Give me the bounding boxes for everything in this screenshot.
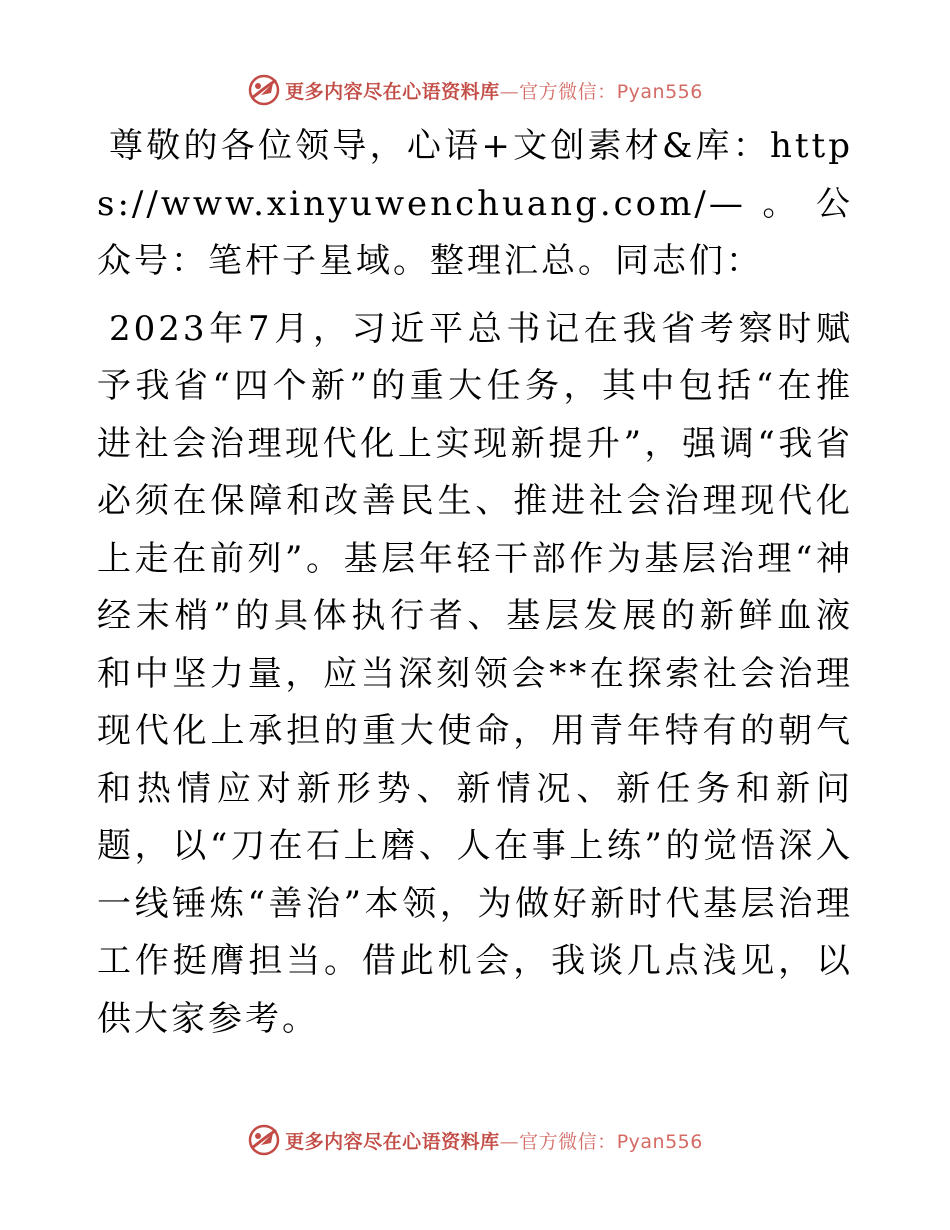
footer-banner	[0, 1122, 950, 1158]
main-paragraph: 2023年7月，习近平总书记在我省考察时赋予我省“四个新”的重大任务，其中包括“在推进社会治理现代化上实现新提升”，强调“我省必须在保障和改善民生、推进社会治理现代化上走在前列”。基层年轻干部作为基层治理“神经末梢”的具体执行者、基层发展的新鲜血液和中坚力量，应当深刻领会**在探索社会治理现代化上承担的重大使命，用青年特有的朝气和热情应对新形势、新情况、新任务和新问题，以“刀在石上磨、人在事上练”的觉悟深入一线锤炼“善治”本领，为做好新时代基层治理工作挺膺担当。借此机会，我谈几点浅见，以供大家参考。	[97, 308, 853, 1039]
pen-logo-icon	[247, 1123, 281, 1157]
header-banner-separator: —	[499, 80, 520, 103]
greeting-paragraph: 尊敬的各位领导，心语+文创素材&库：https://www.xinyuwenchuang.com/—。公众号：笔杆子星域。整理汇总。同志们：	[97, 126, 853, 281]
header-banner-wechat-id: Pyan556	[616, 80, 703, 103]
document-body	[97, 118, 853, 1048]
footer-banner-wechat-id: Pyan556	[616, 1130, 703, 1153]
footer-banner-wechat-label: 官方微信：	[519, 1130, 617, 1153]
header-banner	[0, 72, 950, 108]
header-banner-main: 更多内容尽在心语资料库	[285, 80, 500, 103]
header-banner-wechat-label: 官方微信：	[519, 80, 617, 103]
pen-logo-icon	[247, 73, 281, 107]
footer-banner-main: 更多内容尽在心语资料库	[285, 1130, 500, 1153]
footer-banner-separator: —	[499, 1130, 520, 1153]
header-banner-text	[285, 77, 703, 104]
footer-banner-text	[285, 1127, 703, 1154]
